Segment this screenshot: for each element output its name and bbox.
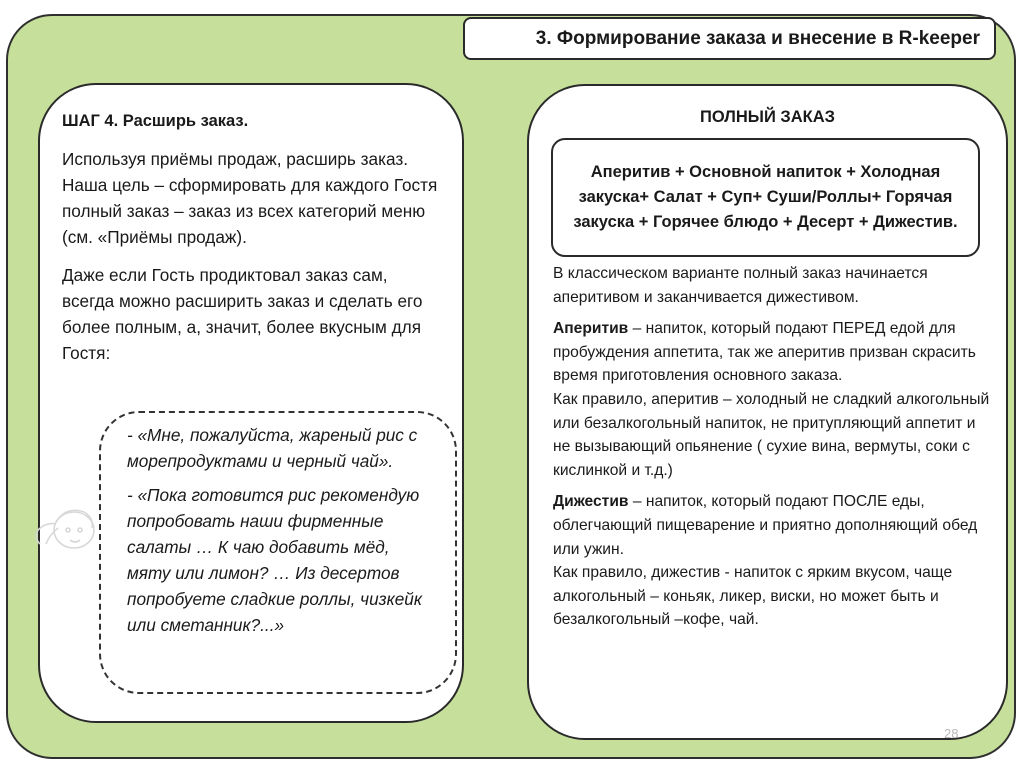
aperitif-paragraph	[553, 317, 991, 482]
quote-waiter: - «Пока готовится рис рекомендую попробовать наши фирменные салаты … К чаю добавить мёд, мяту или лимон? … Из десертов попробуете сладкие роллы, чизкейк или сметанник?...»	[127, 485, 422, 635]
left-paragraph-1: Используя приёмы продаж, расширь заказ. Наша цель – сформировать для каждого Гостя полный заказ – заказ из всех категорий меню (см. «Приёмы продаж).	[62, 149, 438, 247]
intro-paragraph: В классическом варианте полный заказ начинается аперитивом и заканчивается дижестивом.	[553, 265, 928, 306]
left-content	[62, 108, 442, 378]
left-paragraph-2: Даже если Гость продиктовал заказ сам, всегда можно расширить заказ и сделать его более полным, а, значит, более вкусным для Гостя:	[62, 265, 423, 363]
digestif-paragraph	[553, 490, 991, 632]
girl-face-icon	[30, 500, 102, 558]
digestif-rule: Как правило, дижестив - напиток с ярким вкусом, чаще алкогольный – коньяк, ликер, виски, но может быть и безалкогольный –кофе, чай.	[553, 564, 953, 629]
step-heading: ШАГ 4. Расширь заказ.	[62, 112, 249, 130]
digestif-definition: – напиток, который подают ПОСЛЕ еды, облегчающий пищеварение и приятно дополняющий обед или ужин.	[553, 493, 978, 558]
title-banner	[463, 17, 996, 60]
full-order-heading: ПОЛНЫЙ ЗАКАЗ	[700, 108, 835, 126]
quote-content	[127, 422, 437, 646]
full-order-formula: Аперитив + Основной напиток + Холодная закуска+ Салат + Суп+ Суши/Роллы+ Горячая закуска + Горячее блюдо + Десерт + Дижестив.	[573, 163, 958, 231]
aperitif-rule: Как правило, аперитив – холодный не сладкий алкогольный или безалкогольный напиток, не притупляющий аппетит и не вызывающий опьянение ( сухие вина, вермуты, соки с кислинкой и т.д.)	[553, 390, 990, 479]
aperitif-definition: – напиток, который подают ПЕРЕД едой для пробуждения аппетита, так же аперитив призван скрасить время приготовления основного заказа.	[553, 320, 976, 385]
aperitif-term: Аперитив	[553, 320, 629, 338]
formula-box	[551, 138, 980, 257]
digestif-term: Дижестив	[553, 493, 629, 511]
slide-title: 3. Формирование заказа и внесение в R-keeper	[535, 28, 980, 49]
page-number: 28	[944, 726, 959, 741]
quote-guest: - «Мне, пожалуйста, жареный рис с морепродуктами и черный чай».	[127, 425, 418, 471]
right-content	[553, 262, 991, 640]
